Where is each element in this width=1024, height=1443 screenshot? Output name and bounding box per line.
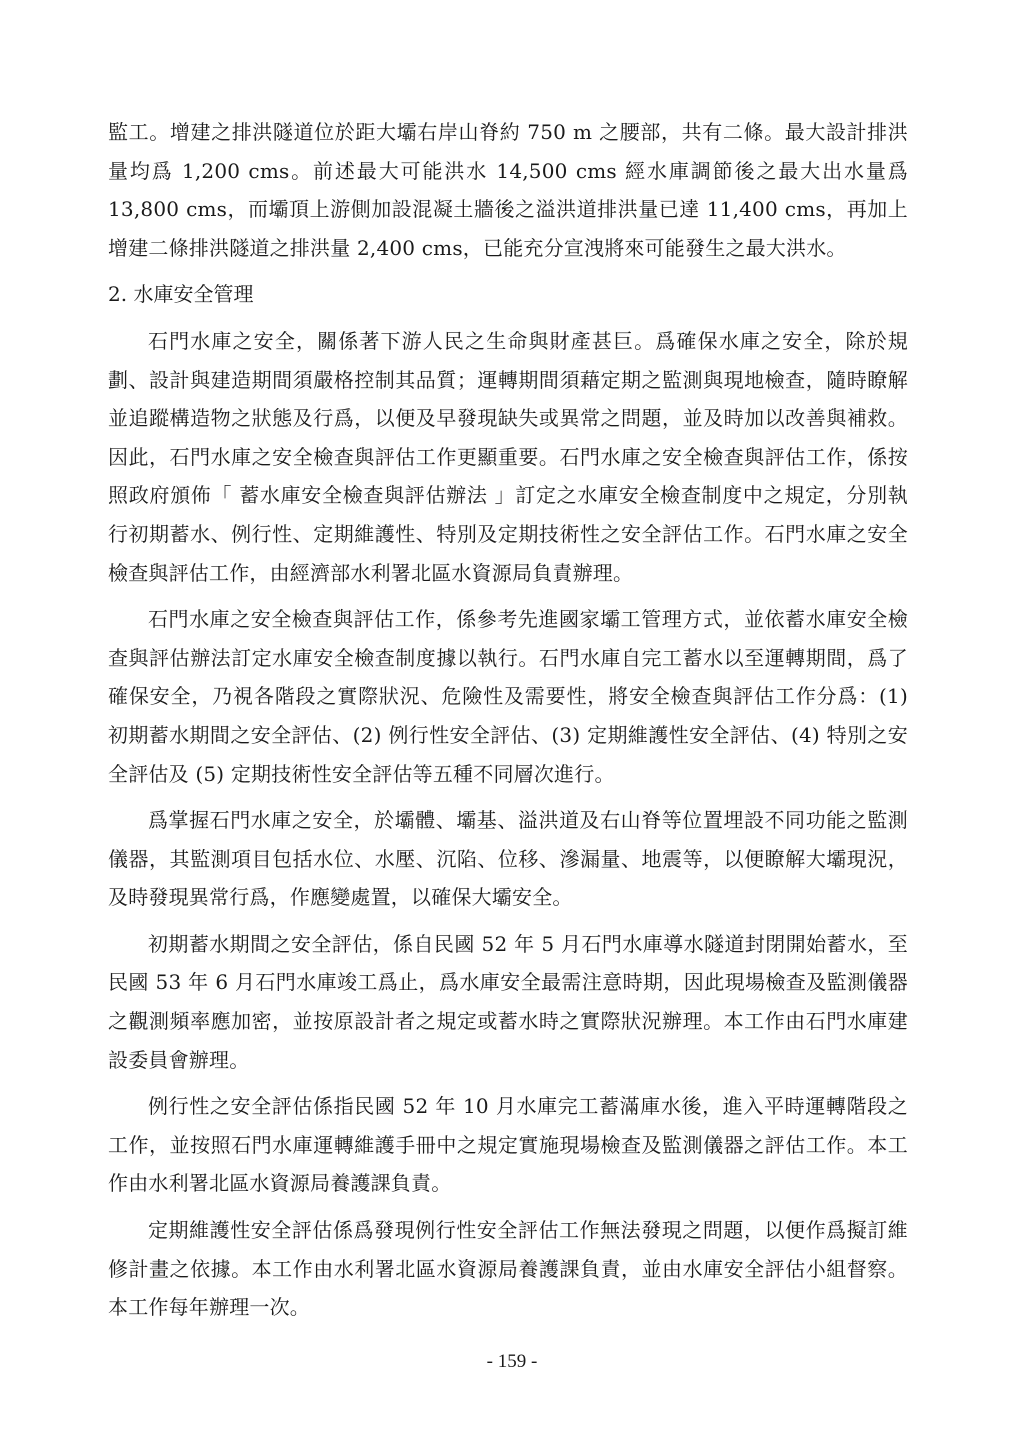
section-heading-reservoir-safety: 2. 水庫安全管理 [108,282,254,307]
page-body [108,113,908,1327]
spacer [108,1079,908,1087]
paragraph-initial-impoundment: 初期蓄水期間之安全評估，係自民國 52 年 5 月石門水庫導水隧道封閉開始蓄水，至民國 53 年 6 月石門水庫竣工爲止，爲水庫安全最需注意時期，因此現場檢查及監測儀器之觀測頻率應加密，並按原設計者之規定或蓄水時之實際狀況辦理。本工作由石門水庫建設委員會辦理。 [108,931,908,1072]
paragraph-spillway-tunnels: 監工。增建之排洪隧道位於距大壩右岸山脊約 750 m 之腰部，共有二條。最大設計排洪量均爲 1,200 cms。前述最大可能洪水 14,500 cms 經水庫調節後之最大出水量爲 13,800 cms，而壩頂上游側加設混凝土牆後之溢洪道排洪量已達 11,400 cms，再加上增建二條排洪隧道之排洪量 2,400 cms，已能充分宣洩將來可能發生之最大洪水。 [108,120,908,260]
paragraph-safety-importance: 石門水庫之安全，關係著下游人民之生命與財產甚巨。爲確保水庫之安全，除於規劃、設計與建造期間須嚴格控制其品質；運轉期間須藉定期之監測與現地檢查，隨時瞭解並追蹤構造物之狀態及行爲，以便及早發現缺失或異常之問題，並及時加以改善與補救。因此，石門水庫之安全檢查與評估工作更顯重要。石門水庫之安全檢查與評估工作，係按照政府頒佈「 蓄水庫安全檢查與評估辦法 」訂定之水庫安全檢查制度中之規定，分別執行初期蓄水、例行性、定期維護性、特別及定期技術性之安全評估工作。石門水庫之安全檢查與評估工作，由經濟部水利署北區水資源局負責辦理。 [108,328,908,585]
paragraph-routine-evaluation: 例行性之安全評估係指民國 52 年 10 月水庫完工蓄滿庫水後，進入平時運轉階段之工作，並按照石門水庫運轉維護手冊中之規定實施現場檢查及監測儀器之評估工作。本工作由水利署北區水資源局養護課負責。 [108,1094,908,1196]
spacer [108,314,908,322]
paragraph-monitoring-instruments: 爲掌握石門水庫之安全，於壩體、壩基、溢洪道及右山脊等位置埋設不同功能之監測儀器，其監測項目包括水位、水壓、沉陷、位移、滲漏量、地震等，以便瞭解大壩現況，及時發現異常行爲，作應變處置，以確保大壩安全。 [108,808,908,910]
spacer [108,1203,908,1211]
spacer [108,917,908,925]
spacer [108,267,908,275]
spacer [108,793,908,801]
paragraph-periodic-maintenance: 定期維護性安全評估係爲發現例行性安全評估工作無法發現之問題，以便作爲擬訂維修計畫之依據。本工作由水利署北區水資源局養護課負責，並由水庫安全評估小組督察。本工作每年辦理一次。 [108,1218,908,1320]
page-number: - 159 - [486,1351,538,1372]
paragraph-inspection-levels: 石門水庫之安全檢查與評估工作，係參考先進國家壩工管理方式，並依蓄水庫安全檢查與評估辦法訂定水庫安全檢查制度據以執行。石門水庫自完工蓄水以至運轉期間，爲了確保安全，乃視各階段之實際狀況、危險性及需要性，將安全檢查與評估工作分爲：(1) 初期蓄水期間之安全評估、(2) 例行性安全評估、(3) 定期維護性安全評估、(4) 特別之安全評估及 (5) 定期技術性安全評估等五種不同層次進行。 [108,607,908,786]
spacer [108,592,908,600]
